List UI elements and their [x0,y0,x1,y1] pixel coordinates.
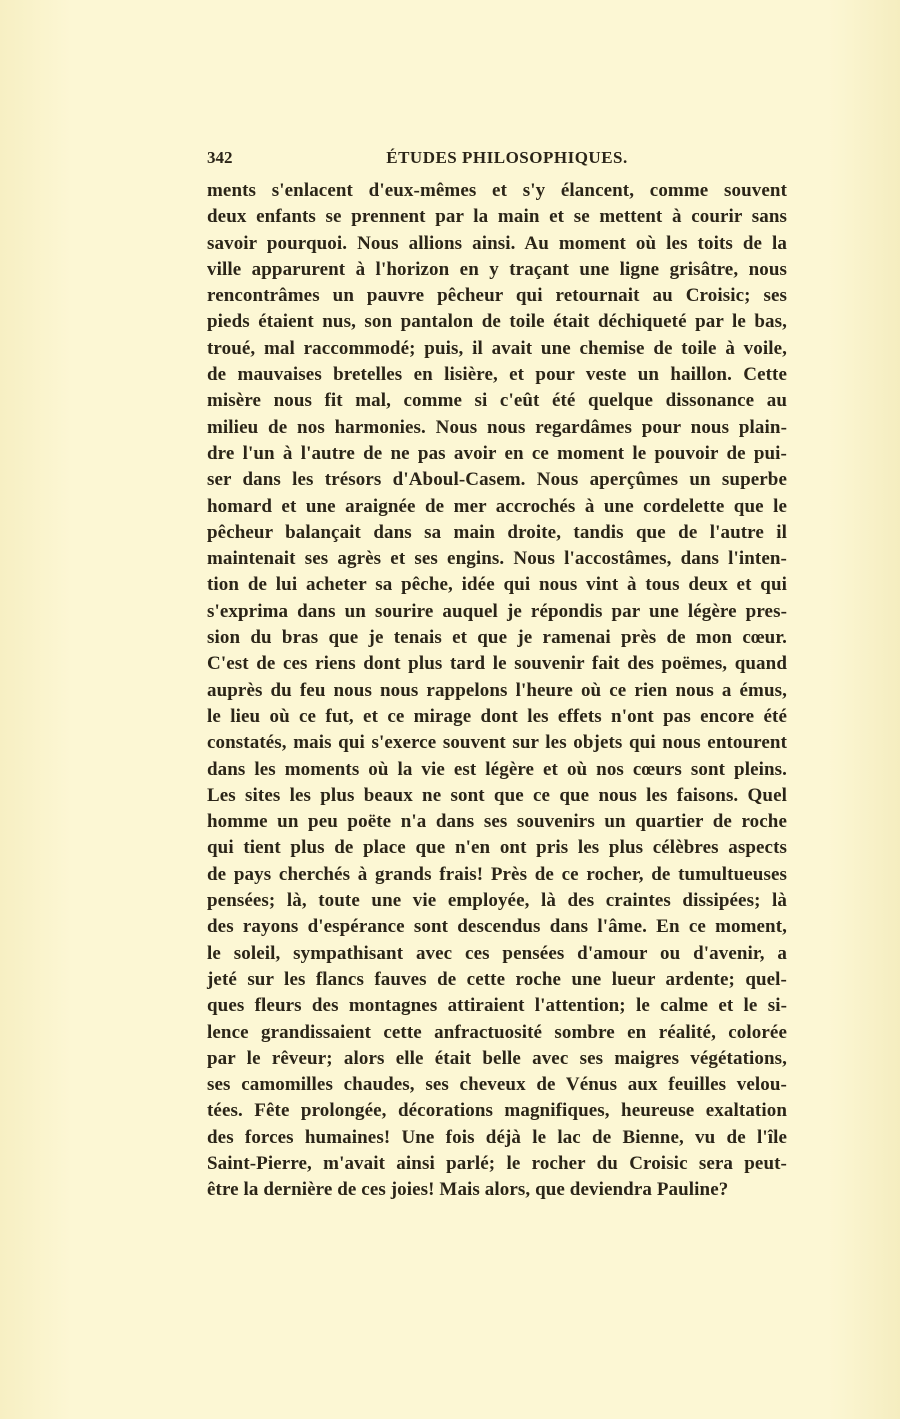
text-line: Saint-Pierre, m'avait ainsi parlé; le rocher du Croisic sera peut- [207,1152,787,1174]
text-line: auprès du feu nous nous rappelons l'heure où ce rien nous a émus, [207,679,787,701]
text-line: tion de lui acheter sa pêche, idée qui nous vint à tous deux et qui [207,574,787,596]
text-line: deux enfants se prennent par la main et se mettent à courir sans [207,206,787,228]
text-line: troué, mal raccommodé; puis, il avait une chemise de toile à voile, [207,337,787,359]
text-line: ques fleurs des montagnes attiraient l'attention; le calme et le si- [207,995,787,1017]
text-line: milieu de nos harmonies. Nous nous regardâmes pour nous plain- [207,416,787,438]
text-line: dans les moments où la vie est légère et où nos cœurs sont pleins. [207,758,787,780]
text-line: ville apparurent à l'horizon en y traçant une ligne grisâtre, nous [207,258,787,280]
text-line: Les sites les plus beaux ne sont que ce que nous les faisons. Quel [207,784,787,806]
text-line: pieds étaient nus, son pantalon de toile était déchiqueté par le bas, [207,311,787,333]
text-line: constatés, mais qui s'exerce souvent sur les objets qui nous entourent [207,732,787,754]
text-line: homme un peu poëte n'a dans ses souvenirs un quartier de roche [207,811,787,833]
text-line: de pays cherchés à grands frais! Près de ce rocher, de tumultueuses [207,863,787,885]
text-line: ments s'enlacent d'eux-mêmes et s'y élancent, comme souvent [207,180,787,201]
text-line: des forces humaines! Une fois déjà le lac de Bienne, vu de l'île [207,1126,787,1148]
running-title: ÉTUDES PHILOSOPHIQUES. [386,148,628,167]
text-line: pêcheur balançait dans sa main droite, tandis que de l'autre il [207,521,787,543]
text-line: jeté sur les flancs fauves de cette roche une lueur ardente; quel- [207,968,787,990]
text-line: par le rêveur; alors elle était belle avec ses maigres végétations, [207,1047,787,1069]
text-line: maintenait ses agrès et ses engins. Nous l'accostâmes, dans l'inten- [207,548,787,570]
text-line: ser dans les trésors d'Aboul-Casem. Nous aperçûmes un superbe [207,469,787,491]
text-line: pensées; là, toute une vie employée, là des craintes dissipées; là [207,890,787,912]
text-line: ses camomilles chaudes, ses cheveux de Vénus aux feuilles velou- [207,1074,787,1096]
text-line: misère nous fit mal, comme si c'eût été quelque dissonance au [207,390,787,412]
text-line: C'est de ces riens dont plus tard le souvenir fait des poëmes, quand [207,653,787,675]
page-header [207,148,787,174]
text-line: savoir pourquoi. Nous allions ainsi. Au moment où les toits de la [207,232,787,254]
text-line: le soleil, sympathisant avec ces pensées d'amour ou d'avenir, a [207,942,787,964]
text-line: tées. Fête prolongée, décorations magnifiques, heureuse exaltation [207,1100,787,1122]
text-line: être la dernière de ces joies! Mais alors, que deviendra Pauline? [207,1179,729,1201]
text-line: homard et une araignée de mer accrochés à une cordelette que le [207,495,787,517]
text-line: rencontrâmes un pauvre pêcheur qui retournait au Croisic; ses [207,285,787,307]
text-line: de mauvaises bretelles en lisière, et pour veste un haillon. Cette [207,364,787,386]
text-line: s'exprima dans un sourire auquel je répondis par une légère pres- [207,600,787,622]
text-line: qui tient plus de place que n'en ont pris les plus célèbres aspects [207,837,787,859]
text-line: des rayons d'espérance sont descendus dans l'âme. En ce moment, [207,916,787,938]
page-number: 342 [207,148,233,167]
body-text [207,178,787,1204]
text-line: le lieu où ce fut, et ce mirage dont les effets n'ont pas encore été [207,705,787,727]
text-line: dre l'un à l'autre de ne pas avoir en ce moment le pouvoir de pui- [207,442,787,464]
text-line: sion du bras que je tenais et que je ramenai près de mon cœur. [207,627,787,649]
text-line: lence grandissaient cette anfractuosité sombre en réalité, colorée [207,1021,787,1043]
